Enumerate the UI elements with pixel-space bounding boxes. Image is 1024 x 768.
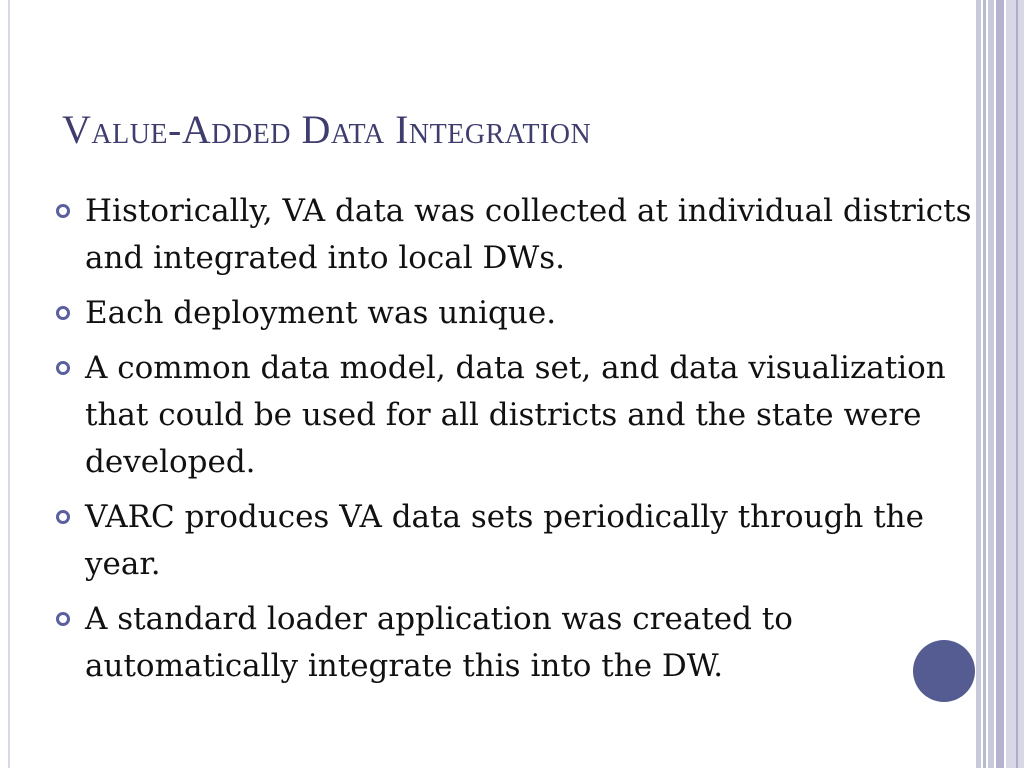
bullet-list bbox=[56, 188, 976, 698]
bullet-item bbox=[56, 494, 976, 588]
bullet-text: VARC produces VA data sets periodically through the year. bbox=[85, 499, 924, 582]
right-stripe bbox=[996, 0, 1004, 768]
ring-bullet-icon bbox=[56, 204, 70, 218]
right-stripe bbox=[1016, 0, 1018, 768]
right-stripe bbox=[988, 0, 994, 768]
bullet-text: A standard loader application was created to automatically integrate this into the DW. bbox=[85, 601, 793, 684]
bullet-item bbox=[56, 596, 976, 690]
right-stripe bbox=[1006, 0, 1024, 768]
bullet-text: Historically, VA data was collected at individual districts and integrated into local DWs. bbox=[85, 193, 972, 276]
bullet-item bbox=[56, 290, 976, 337]
ring-bullet-icon bbox=[56, 510, 70, 524]
ring-bullet-icon bbox=[56, 612, 70, 626]
ring-bullet-icon bbox=[56, 361, 70, 375]
filled-circle-icon bbox=[913, 640, 975, 702]
right-stripe bbox=[976, 0, 981, 768]
ring-bullet-icon bbox=[56, 306, 70, 320]
right-stripe bbox=[983, 0, 986, 768]
bullet-item bbox=[56, 188, 976, 282]
slide-title: Value-Added Data Integration bbox=[62, 107, 592, 152]
left-border-line bbox=[8, 0, 10, 768]
bullet-text: Each deployment was unique. bbox=[85, 295, 557, 331]
bullet-text: A common data model, data set, and data visualization that could be used for all districts and the state were developed. bbox=[85, 350, 946, 480]
bullet-item bbox=[56, 345, 976, 486]
